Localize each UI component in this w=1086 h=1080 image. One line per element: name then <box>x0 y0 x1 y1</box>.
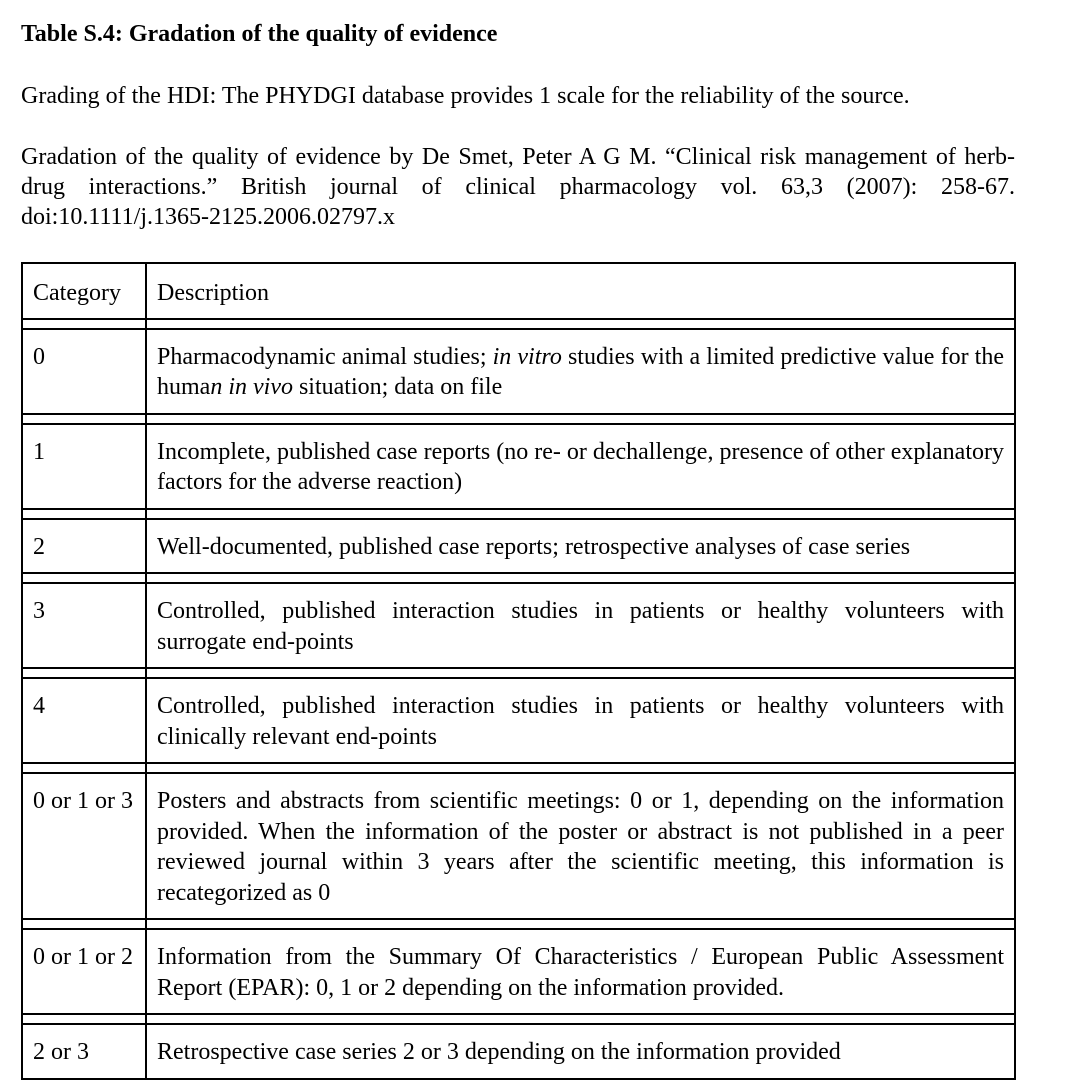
row-separator <box>22 763 1015 773</box>
category-cell: 0 or 1 or 3 <box>22 773 146 919</box>
row-separator <box>22 919 1015 929</box>
category-cell: 3 <box>22 583 146 668</box>
row-separator <box>22 1014 1015 1024</box>
header-description: Description <box>146 263 1015 319</box>
description-text: situation; data on file <box>292 374 503 400</box>
row-separator <box>22 573 1015 583</box>
description-cell: Retrospective case series 2 or 3 depending on the information provided <box>146 1024 1015 1079</box>
table-row <box>22 583 1015 668</box>
evidence-table <box>21 262 1016 1080</box>
category-cell: 4 <box>22 678 146 763</box>
row-separator <box>22 414 1015 424</box>
citation-paragraph: Gradation of the quality of evidence by De Smet, Peter A G M. “Clinical risk management of herb-drug interactions.” British journal of clinical pharmacology vol. 63,3 (2007): 258-67. doi:10.1111/j.1365-2125.2006.02797.x <box>21 144 1015 230</box>
description-italic-text: n in vivo <box>210 374 293 400</box>
category-cell: 2 <box>22 519 146 574</box>
table-row <box>22 519 1015 574</box>
table-header-row <box>22 263 1015 319</box>
table-row <box>22 678 1015 763</box>
category-cell: 2 or 3 <box>22 1024 146 1079</box>
row-separator <box>22 509 1015 519</box>
table-row <box>22 929 1015 1014</box>
grading-paragraph: Grading of the HDI: The PHYDGI database provides 1 scale for the reliability of the source. <box>21 83 910 109</box>
table-row <box>22 424 1015 509</box>
row-separator <box>22 319 1015 329</box>
description-italic-text: in vitro <box>492 343 562 370</box>
description-cell: Information from the Summary Of Characteristics / European Public Assessment Report (EPAR): 0, 1 or 2 depending on the information provided. <box>146 929 1015 1014</box>
table-title: Table S.4: Gradation of the quality of evidence <box>21 21 498 47</box>
table-row <box>22 329 1015 414</box>
description-cell: Posters and abstracts from scientific meetings: 0 or 1, depending on the information provided. When the information of the poster or abstract is not published in a peer reviewed journal within 3 years after the scientific meeting, this information is recategorized as 0 <box>146 773 1015 919</box>
row-separator <box>22 668 1015 678</box>
category-cell: 1 <box>22 424 146 509</box>
description-cell: Incomplete, published case reports (no re- or dechallenge, presence of other explanatory factors for the adverse reaction) <box>146 424 1015 509</box>
description-text: studies with a limited predictive value for the huma <box>157 343 1005 400</box>
category-cell: 0 or 1 or 2 <box>22 929 146 1014</box>
description-cell: Controlled, published interaction studies in patients or healthy volunteers with surrogate end-points <box>146 583 1015 668</box>
description-cell: Controlled, published interaction studies in patients or healthy volunteers with clinically relevant end-points <box>146 678 1015 763</box>
description-cell: Well-documented, published case reports; retrospective analyses of case series <box>146 519 1015 574</box>
table-row <box>22 1024 1015 1079</box>
table-row <box>22 773 1015 919</box>
description-cell <box>146 329 1015 414</box>
description-text: Pharmacodynamic animal studies; <box>157 343 493 370</box>
category-cell: 0 <box>22 329 146 414</box>
header-category: Category <box>22 263 146 319</box>
